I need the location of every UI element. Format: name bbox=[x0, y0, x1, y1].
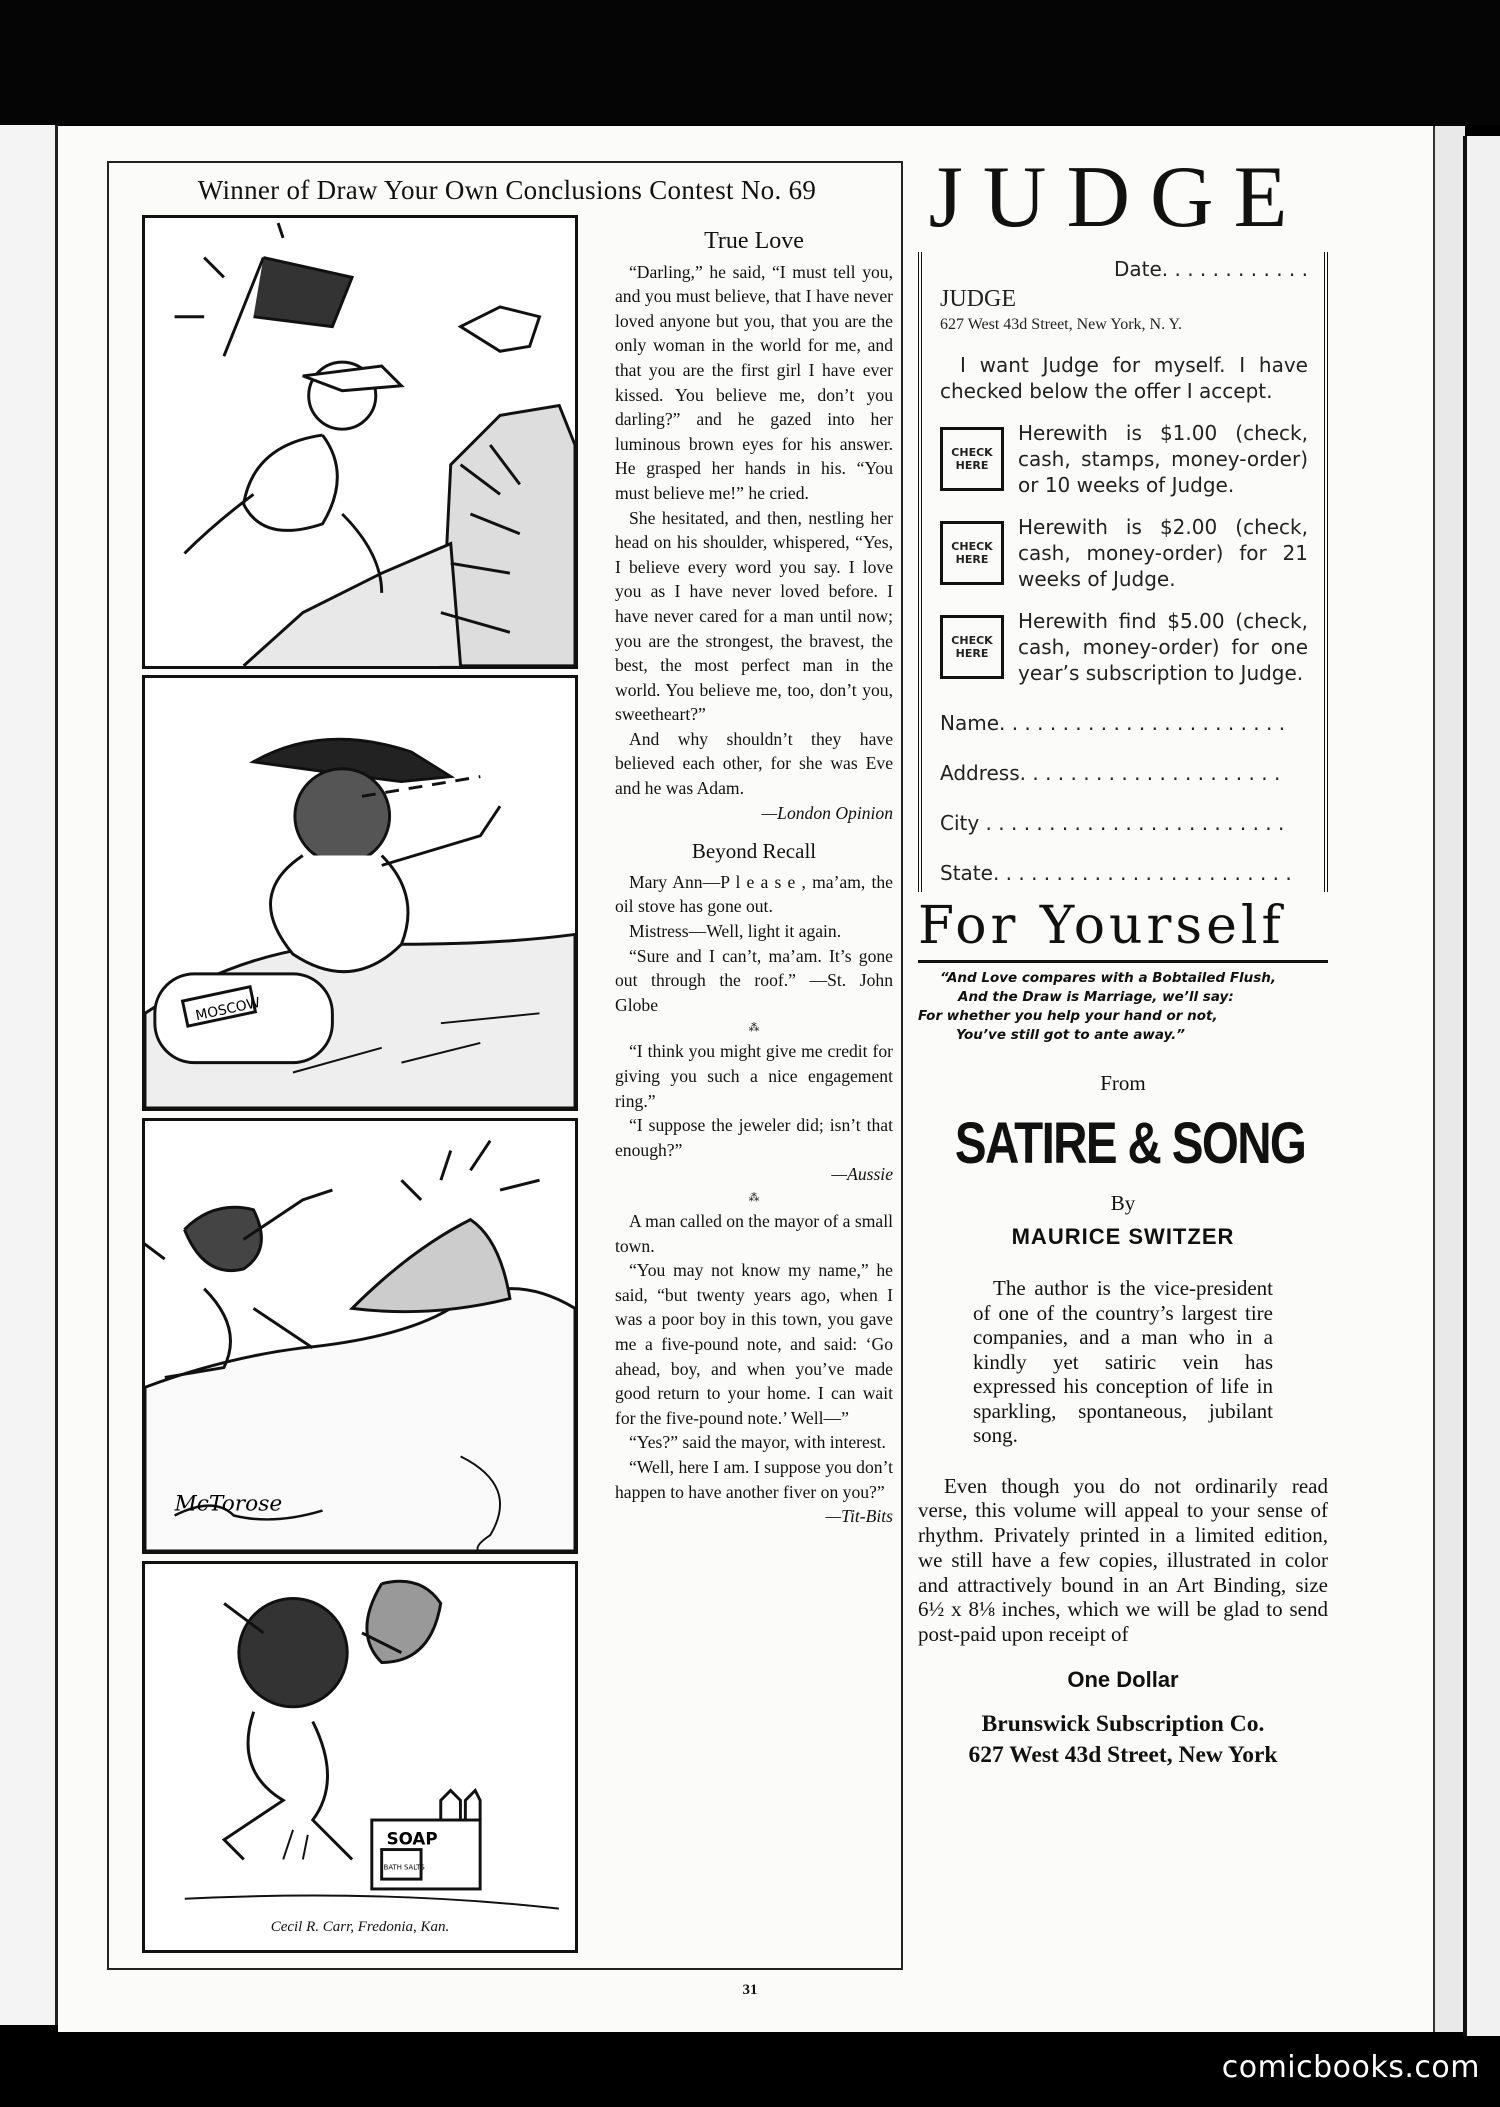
mayor-source: —Tit-Bits bbox=[825, 1506, 893, 1527]
comic-panel-4 bbox=[142, 1561, 578, 1953]
check-box-offer-1[interactable]: CHECK HERE bbox=[940, 427, 1004, 491]
true-love-paragraph-2: She hesitated, and then, nestling her head on his shoulder, whispered, “Yes, I believe every word you say. I love you as I have never loved before. I have never cared for a man until now; you are the strongest, the bravest, the best, the most perfect man in the world. You believe me, too, don’t you, sweetheart?” bbox=[615, 507, 893, 725]
author-description: The author is the vice-president of one of the country’s largest tire companies, and a man who in a kindly yet satiric vein has expressed his conception of life in sparkling, spontaneous, jubilant song. bbox=[973, 1276, 1273, 1447]
state-field[interactable]: State. . . . . . . . . . . . . . . . . . . . . . . . bbox=[940, 861, 1292, 885]
city-field[interactable]: City . . . . . . . . . . . . . . . . . . . . . . . . bbox=[940, 811, 1285, 835]
panel-1-drawing bbox=[145, 218, 575, 666]
ring-paragraph-2: “I suppose the jeweler did; isn’t that enough?” bbox=[615, 1115, 893, 1160]
offer-1-text: Herewith is $1.00 (check, cash, stamps, money-order) or 10 weeks of Judge. bbox=[1018, 421, 1308, 497]
verse-line-1: “And Love compares with a Bobtailed Flush, bbox=[940, 970, 1277, 986]
comic-panel-3 bbox=[142, 1118, 578, 1554]
previous-page-edge bbox=[0, 125, 58, 2025]
from-label: From bbox=[1100, 1071, 1146, 1095]
panel-3-signature: McTorose bbox=[174, 1491, 283, 1517]
true-love-paragraph-3: And why shouldn’t they have believed each other, for she was Eve and he was Adam. bbox=[615, 728, 893, 799]
comic-panel-1 bbox=[142, 215, 578, 669]
panel-2-bag-tag: MOSCOW bbox=[194, 994, 262, 1025]
panel-4-salts-label: BATH SALTS bbox=[383, 1863, 425, 1872]
ornament-divider: ⁂ bbox=[748, 1022, 760, 1035]
offer-2 bbox=[940, 514, 1308, 592]
judge-advertisement bbox=[918, 150, 1328, 1771]
author-name: MAURICE SWITZER bbox=[1011, 1224, 1235, 1249]
beyond-recall-paragraph-3: “Sure and I can’t, ma’am. It’s gone out through the roof.” —St. John Globe bbox=[615, 945, 893, 1015]
price-label: One Dollar bbox=[1067, 1667, 1179, 1693]
mayor-paragraph-4: “Well, here I am. I suppose you don’t happen to have another fiver on you?” bbox=[615, 1456, 893, 1502]
offer-body-text: Even though you do not ordinarily read verse, this volume will appeal to your sense of rhythm. Privately printed in a limited edition, we still have a few copies, illustrated in color and attractively bound in an Art Binding, size 6½ x 8⅛ inches, which we will be glad to send post-paid upon receipt of bbox=[918, 1473, 1328, 1647]
contest-winner-credit: Cecil R. Carr, Fredonia, Kan. bbox=[270, 1919, 450, 1935]
coupon-intro: I want Judge for myself. I have checked below the offer I accept. bbox=[940, 353, 1308, 403]
true-love-heading: True Love bbox=[704, 228, 804, 254]
beyond-recall-heading: Beyond Recall bbox=[691, 839, 817, 864]
ring-source: —Aussie bbox=[831, 1164, 893, 1185]
check-box-offer-3[interactable]: CHECK HERE bbox=[940, 615, 1004, 679]
scan-top-border bbox=[0, 0, 1500, 125]
offer-1 bbox=[940, 420, 1308, 498]
check-box-offer-2[interactable]: CHECK HERE bbox=[940, 521, 1004, 585]
date-field[interactable]: Date. . . . . . . . . . . . bbox=[1113, 257, 1308, 281]
true-love-source: —London Opinion bbox=[761, 802, 893, 823]
subscription-coupon bbox=[918, 252, 1328, 892]
publisher-address: 627 West 43d Street, New York bbox=[968, 1742, 1278, 1769]
address-field[interactable]: Address. . . . . . . . . . . . . . . . . . . . . bbox=[940, 761, 1281, 785]
true-love-paragraph-1: “Darling,” he said, “I must tell you, and you must believe, that I have never loved anyone but you, that you are the only woman in the world for me, and that you are the first girl I have ever kissed. You believe me, don’t you darling?” and he gazed into her luminous brown eyes for his answer. He grasped her hands in his. “You must believe me!” he cried. bbox=[615, 261, 893, 503]
beyond-recall-paragraph-1: Mary Ann—P l e a s e , ma’am, the oil stove has gone out. bbox=[615, 871, 893, 917]
epigraph-verse bbox=[918, 969, 1328, 1045]
page-fold-edge bbox=[1433, 126, 1465, 2032]
contest-box bbox=[107, 161, 903, 1970]
page-number: 31 bbox=[742, 1982, 758, 1998]
publisher-name: Brunswick Subscription Co. bbox=[981, 1711, 1265, 1738]
offer-3-text: Herewith find $5.00 (check, cash, money-order) for one year’s subscription to Judge. bbox=[1018, 609, 1308, 685]
panel-4-soap-label: SOAP bbox=[386, 1828, 438, 1849]
site-watermark: comicbooks.com bbox=[1221, 2050, 1480, 2085]
ornament-divider: ⁂ bbox=[748, 1191, 760, 1204]
mayor-paragraph-1: A man called on the mayor of a small town. bbox=[615, 1210, 893, 1256]
coupon-address: 627 West 43d Street, New York, N. Y. bbox=[940, 316, 1182, 333]
mayor-paragraph-2: “You may not know my name,” he said, “but twenty years ago, when I was a poor boy in this town, you gave me a five-pound note, and said: ‘Go ahead, boy, and when you’ve made good return to your home. I can wait for the five-pound note.’ Well—” bbox=[615, 1260, 893, 1428]
panel-3-drawing bbox=[145, 1121, 575, 1551]
ring-paragraph-1: “I think you might give me credit for giving you such a nice engagement ring.” bbox=[615, 1041, 893, 1111]
verse-line-3: For whether you help your hand or not, bbox=[918, 1008, 1218, 1024]
judge-masthead: JUDGE bbox=[928, 149, 1308, 246]
jokes-column bbox=[615, 223, 893, 1529]
beyond-recall-paragraph-2: Mistress—Well, light it again. bbox=[629, 921, 842, 942]
by-label: By bbox=[1110, 1191, 1136, 1215]
verse-line-4: You’ve still got to ante away.” bbox=[956, 1027, 1185, 1043]
coupon-recipient: JUDGE bbox=[940, 286, 1016, 312]
for-yourself-heading: For Yourself bbox=[918, 896, 1328, 963]
panel-2-drawing bbox=[145, 678, 575, 1108]
offer-3 bbox=[940, 608, 1308, 686]
publisher-block bbox=[918, 1709, 1328, 1771]
comic-panel-2 bbox=[142, 675, 578, 1111]
mayor-paragraph-3: “Yes?” said the mayor, with interest. bbox=[629, 1432, 886, 1453]
name-field[interactable]: Name. . . . . . . . . . . . . . . . . . . . . . . bbox=[940, 711, 1286, 735]
panel-4-drawing bbox=[145, 1564, 575, 1950]
verse-line-2: And the Draw is Marriage, we’ll say: bbox=[958, 989, 1234, 1005]
book-title: SATIRE & SONG bbox=[954, 1111, 1306, 1176]
offer-2-text: Herewith is $2.00 (check, cash, money-order) for 21 weeks of Judge. bbox=[1018, 515, 1308, 591]
contest-title: Winner of Draw Your Own Conclusions Contest No. 69 bbox=[197, 175, 817, 205]
next-page-edge bbox=[1463, 136, 1500, 2036]
